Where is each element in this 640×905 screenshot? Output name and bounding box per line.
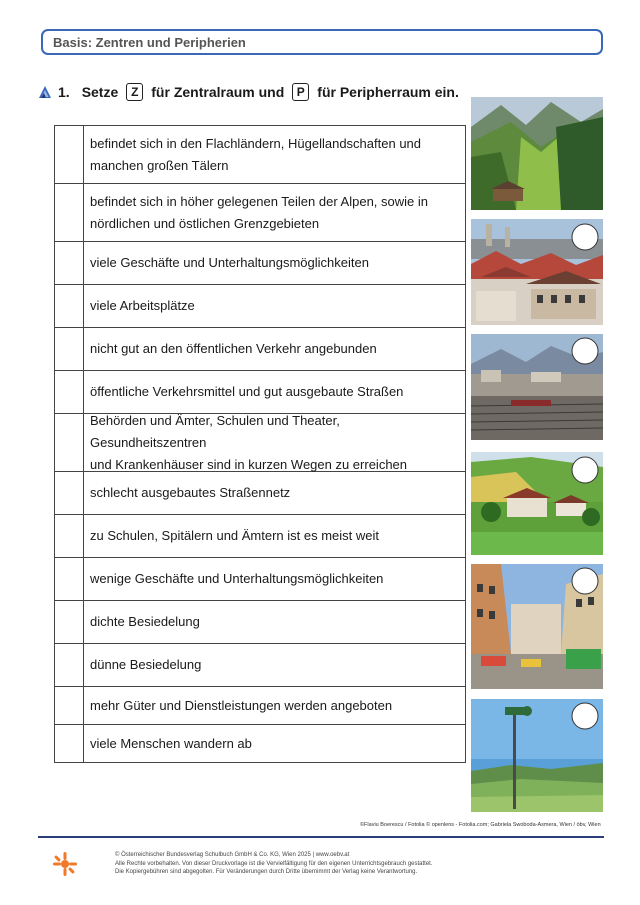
statement-text: öffentliche Verkehrsmittel und gut ausgebaute Straßen xyxy=(90,384,404,399)
answer-cell[interactable] xyxy=(55,242,84,284)
table-row xyxy=(55,644,465,687)
statement-text: viele Geschäfte und Unterhaltungsmöglichkeiten xyxy=(90,255,369,270)
statement-table xyxy=(54,125,466,763)
statement-text: befindet sich in höher gelegenen Teilen der Alpen, sowie in nördlichen und östlichen Grenzgebieten xyxy=(90,193,428,231)
mountain-valley-image xyxy=(471,97,603,210)
answer-cell[interactable] xyxy=(55,371,84,413)
statement-text: schlecht ausgebautes Straßennetz xyxy=(90,485,291,500)
answer-cell[interactable] xyxy=(55,515,84,557)
table-row xyxy=(55,558,465,601)
answer-cell[interactable] xyxy=(55,285,84,327)
table-row xyxy=(55,126,465,184)
answer-cell[interactable] xyxy=(55,725,84,762)
key-p-box: P xyxy=(292,83,309,101)
footer-copyright: © Österreichischer Bundesverlag Schulbuch GmbH & Co. KG, Wien 2025 | www.oebv.at Alle Rechte vorbehalten. Von dieser Druckvorlage ist die Vervielfältigung für den eigenen Unterrichtsgebrauch gestattet. Die Kopiergebühren sind abgegolten. Für Veränderungen durch Dritte übernimmt der Verlag keine Verantwortung. xyxy=(115,852,433,875)
table-row xyxy=(55,242,465,285)
table-row xyxy=(55,414,465,472)
photo-city-roofs xyxy=(471,219,603,325)
answer-cell[interactable] xyxy=(55,328,84,370)
photo-town-street xyxy=(471,564,603,689)
statement-text: befindet sich in den Flachländern, Hügellandschaften und manchen großen Tälern xyxy=(90,135,422,173)
answer-cell[interactable] xyxy=(55,126,84,183)
task-text-c: für Peripherraum ein. xyxy=(317,84,459,100)
statement-text: dichte Besiedelung xyxy=(90,614,200,629)
statement-text: viele Menschen wandern ab xyxy=(90,735,252,751)
difficulty-icon xyxy=(38,85,52,99)
table-row xyxy=(55,725,465,763)
answer-cell[interactable] xyxy=(55,601,84,643)
table-row xyxy=(55,371,465,414)
countryside-sign-image xyxy=(471,699,603,812)
answer-cell[interactable] xyxy=(55,184,84,241)
table-row xyxy=(55,472,465,515)
task-number: 1. xyxy=(58,84,70,100)
answer-cell[interactable] xyxy=(55,644,84,686)
railway-city-image xyxy=(471,334,603,440)
photo-rural-village xyxy=(471,452,603,555)
photo-credits: ©Flaviu Boerescu / Fotolia © openlens - Fotolia.com; Gabriela Swoboda-Asmera, Wien / öbv, Wien xyxy=(360,822,601,828)
statement-text: mehr Güter und Dienstleistungen werden angeboten xyxy=(90,697,393,713)
photo-countryside-sign xyxy=(471,699,603,812)
table-row xyxy=(55,285,465,328)
statement-text: viele Arbeitsplätze xyxy=(90,298,195,313)
answer-cell[interactable] xyxy=(55,687,84,724)
table-row xyxy=(55,687,465,725)
answer-cell[interactable] xyxy=(55,414,84,471)
answer-cell[interactable] xyxy=(55,558,84,600)
table-row xyxy=(55,515,465,558)
photo-mountain-valley xyxy=(471,97,603,210)
statement-text: zu Schulen, Spitälern und Ämtern ist es meist weit xyxy=(90,528,380,543)
rural-village-image xyxy=(471,452,603,555)
statement-text: dünne Besiedelung xyxy=(90,657,202,672)
statement-text: wenige Geschäfte und Unterhaltungsmöglichkeiten xyxy=(90,571,384,586)
statement-text: nicht gut an den öffentlichen Verkehr angebunden xyxy=(90,341,377,356)
city-roofs-image xyxy=(471,219,603,325)
footer-divider xyxy=(38,836,604,838)
task-instruction xyxy=(38,82,459,102)
section-header xyxy=(41,29,603,55)
town-street-image xyxy=(471,564,603,689)
task-text-a: Setze xyxy=(81,84,119,100)
statement-text: Behörden und Ämter, Schulen und Theater, Gesundheitszentren und Krankenhäuser sind in kurzen Wegen zu erreichen xyxy=(90,412,408,472)
task-text-b: für Zentralraum und xyxy=(151,84,285,100)
key-z-box: Z xyxy=(126,83,143,101)
photo-railway-city xyxy=(471,334,603,440)
section-title: Basis: Zentren und Peripherien xyxy=(53,35,246,50)
publisher-logo-icon xyxy=(52,851,78,877)
table-row xyxy=(55,328,465,371)
table-row xyxy=(55,601,465,644)
answer-cell[interactable] xyxy=(55,472,84,514)
table-row xyxy=(55,184,465,242)
